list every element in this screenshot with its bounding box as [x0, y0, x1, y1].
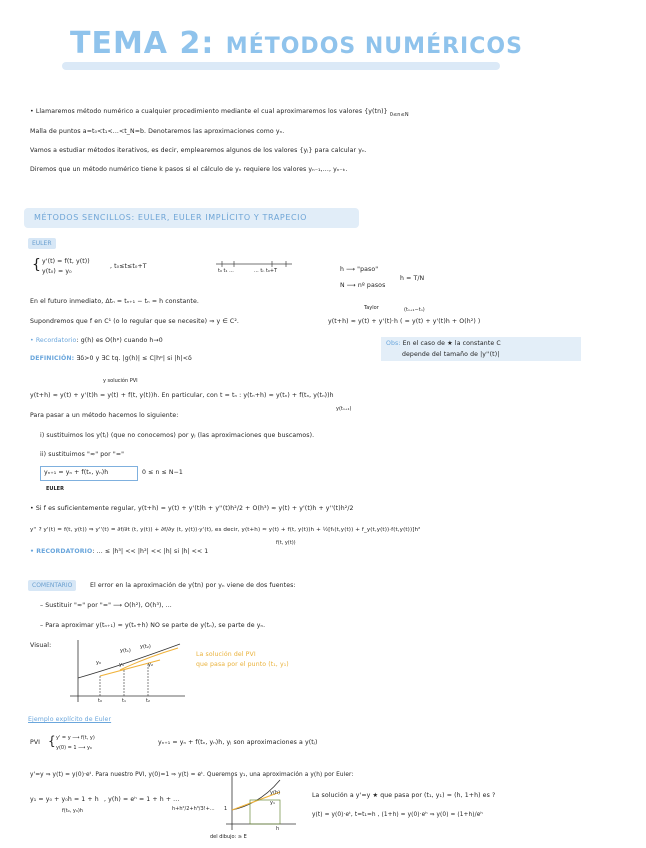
example-sketch [210, 774, 300, 834]
example-exact: y'=y ⇒ y(t) = y(0)·eᵗ. Para nuestro PVI, y(0)=1 ⇒ y(t) = eᵗ. Queremos y₁, una aproximación a y(h) por Euler: [30, 772, 354, 778]
example-recurrence: yₙ₊₁ = yₙ + f(tₙ, yₙ)h, yⱼ son aproximaciones a y(tⱼ) [158, 739, 318, 746]
second-derivative-line: y'' ? y'(t) = f(t, y(t)) ⇒ y''(t) = ∂f/∂t (t, y(t)) + ∂f/∂y (t, y(t))·y'(t), es decir, y(t+h) ≈ y(t) + f(t, y(t))h + ½[fₜ(t,y(t)) + f_y(t,y(t))·f(t,y(t))]h² [30, 527, 421, 533]
definition-label: DEFINICIÓN: [30, 355, 75, 362]
intro-line-2: Malla de puntos a=t₀<t₁<...<t_N=b. Denotaremos las aproximaciones como yₙ. [30, 128, 285, 135]
example-y1-under: f(t₀, y₀)h [62, 808, 83, 814]
graph-note-2: que pasa por el punto (t₁, y₁) [196, 661, 289, 668]
comment-tag: COMENTARIO [28, 580, 76, 591]
to-method-line: Para pasar a un método hacemos lo siguiente: [30, 412, 179, 419]
h-def-2: N ⟶ nº pasos [340, 282, 386, 289]
example-yh: , y(h) = eʰ = 1 + h + ... [104, 796, 180, 803]
particular-line: y(t+h) ≈ y(t) + y'(t)h = y(t) + f(t, y(t))h. En particular, con t = tₙ : y(tₙ+h) ≈ y(tₙ) + f(tₙ, y(tₙ))h [30, 392, 334, 399]
euler-range: 0 ≤ n ≤ N−1 [142, 469, 183, 476]
page-title [70, 26, 523, 61]
pvi-solution-note: y solución PVI [103, 378, 138, 384]
example-sketch-yh: y(h) [270, 790, 281, 796]
example-question: La solución a y'=y ★ que pasa por (t₁, y₁) = (h, 1+h) es ? [312, 792, 496, 799]
axis-label-right: ... tₙ t₀+T [254, 268, 278, 274]
comment-point-1: – Sustituir "≈" por "=" ⟶ O(h²), O(h³), ... [40, 602, 172, 609]
visual-label: Visual: [30, 642, 52, 649]
h-def-1: h ⟶ "paso" [340, 266, 379, 273]
example-title: Ejemplo explícito de Euler [28, 716, 112, 723]
example-sketch-h: h [276, 826, 280, 832]
ivp-line-2: y(t₀) = y₀ [42, 268, 72, 275]
example-yh-under: h+h²/2+h³/3!+... [172, 806, 215, 812]
section-title: MÉTODOS SENCILLOS: EULER, EULER IMPLÍCITO Y TRAPECIO [34, 213, 308, 222]
comment-text: El error en la aproximación de y(tn) por yₙ viene de dos fuentes: [90, 582, 296, 589]
title-sub: MÉTODOS NUMÉRICOS [225, 34, 523, 59]
euler-tag: EULER [28, 238, 56, 249]
example-sketch-one: 1 [224, 806, 228, 812]
particular-under: y(tₙ₊₁) [336, 406, 352, 412]
ivp-brace: { [32, 257, 42, 273]
intro-line-1 [30, 108, 409, 118]
observation-text-1: En el caso de ★ la constante C [402, 340, 501, 347]
observation-line-2: depende del tamaño de |y''(t)| [402, 351, 500, 358]
taylor-over: (tₙ₊₁−tₙ) [404, 307, 425, 313]
intro-sub: 0≤n≤N [389, 112, 409, 118]
ivp-line-1: y'(t) = f(t, y(t)) [42, 258, 90, 265]
taylor-label: Taylor [364, 305, 379, 311]
step-2: ii) sustituimos "≈" por "=" [40, 451, 125, 458]
title-main: TEMA 2: [70, 26, 215, 61]
example-pvi-2: y(0) = 1 ⟶ y₀ [56, 745, 92, 751]
graph-note-1: La solución del PVI [196, 651, 256, 658]
example-answer: y(t) = y(0)·eᵗ, t=t₁=h , (1+h) = y(0)·eʰ ⇒ y(0) = (1+h)/eʰ [312, 812, 483, 818]
intro-text-1: • Llamaremos método numérico a cualquier procedimiento mediante el cual aproximaremos los valores {y(tn)} [30, 108, 388, 115]
sketch-t0: t₀ [98, 698, 102, 704]
example-pvi-1: y' = y ⟶ f(t, y) [56, 735, 95, 741]
axis-label-left: t₀ t₁ ... [218, 268, 234, 274]
definition-line [30, 355, 192, 362]
definition-text: ∃δ>0 y ∃C tq. |g(h)| ≤ C|hᵖ| si |h|<δ [76, 355, 192, 362]
reminder-label: • Recordatorio [30, 337, 77, 344]
step-1: i) sustituimos los y(tⱼ) (que no conocemos) por yⱼ (las aproximaciones que buscamos). [40, 432, 315, 439]
euler-caption: EULER [46, 486, 64, 492]
reminder-2-label: • RECORDATORIO [30, 548, 93, 555]
taylor-expansion: y(t+h) ≈ y(t) + y'(t)·h ( = y(t) + y'(t)h + O(h²) ) [328, 318, 481, 325]
second-derivative-under: f(t, y(t)) [276, 540, 296, 546]
euler-formula: yₙ₊₁ = yₙ + f(tₙ, yₙ)h [44, 469, 109, 476]
example-y1: y₁ = y₀ + y₀h = 1 + h [30, 796, 99, 803]
regular-line: • Si f es suficientemente regular, y(t+h) = y(t) + y'(t)h + y''(t)h²/2 + O(h³) ≈ y(t) + y'(t)h + y''(t)h²/2 [30, 505, 354, 512]
future-line: En el futuro inmediato, Δtₙ = tₙ₊₁ − tₙ = h constante. [30, 298, 199, 305]
intro-line-3: Vamos a estudiar métodos iterativos, es decir, emplearemos algunos de los valores {yⱼ} para calcular yₙ. [30, 147, 367, 154]
comment-point-2: – Para aproximar y(tₙ₊₁) ≈ y(tₙ+h) NO se parte de y(tₙ), se parte de yₙ. [40, 622, 266, 629]
reminder-line [30, 337, 163, 344]
ivp-range: , t₀≤t≤t₀+T [110, 263, 147, 270]
sketch-t1: t₁ [122, 698, 126, 704]
sketch-y2: y₂ [148, 662, 153, 668]
sketch-t2: t₂ [146, 698, 150, 704]
intro-line-4: Diremos que un método numérico tiene k pasos si el cálculo de yₙ requiere los valores yₙ₋₁,..., yₙ₋ₖ. [30, 166, 348, 173]
sketch-yt2: y(t₂) [140, 644, 151, 650]
example-brace: { [48, 734, 56, 748]
example-sketch-y1: y₁ [270, 800, 275, 806]
sketch-y0: y₀ [96, 660, 101, 666]
observation-line-1 [386, 340, 501, 347]
example-sketch-caption: del dibujo: ≥ E [210, 834, 247, 840]
h-formula: h = T/N [400, 275, 425, 282]
example-pvi-label: PVI [30, 739, 41, 746]
reminder-text: : g(h) es O(hᵖ) cuando h→0 [76, 337, 163, 344]
title-underline [62, 62, 500, 70]
error-sketch [60, 636, 190, 704]
observation-label: Obs: [386, 340, 401, 347]
sketch-y1: y₁ [119, 662, 124, 668]
sketch-yt1: y(t₁) [120, 648, 131, 654]
reminder-2-text: : ... ≤ |h³| << |h²| << |h| si |h| << 1 [92, 548, 209, 555]
suppose-line: Supondremos que f en C¹ (o lo regular que se necesite) ⇒ y ∈ C². [30, 318, 240, 325]
reminder-2-line [30, 548, 208, 555]
